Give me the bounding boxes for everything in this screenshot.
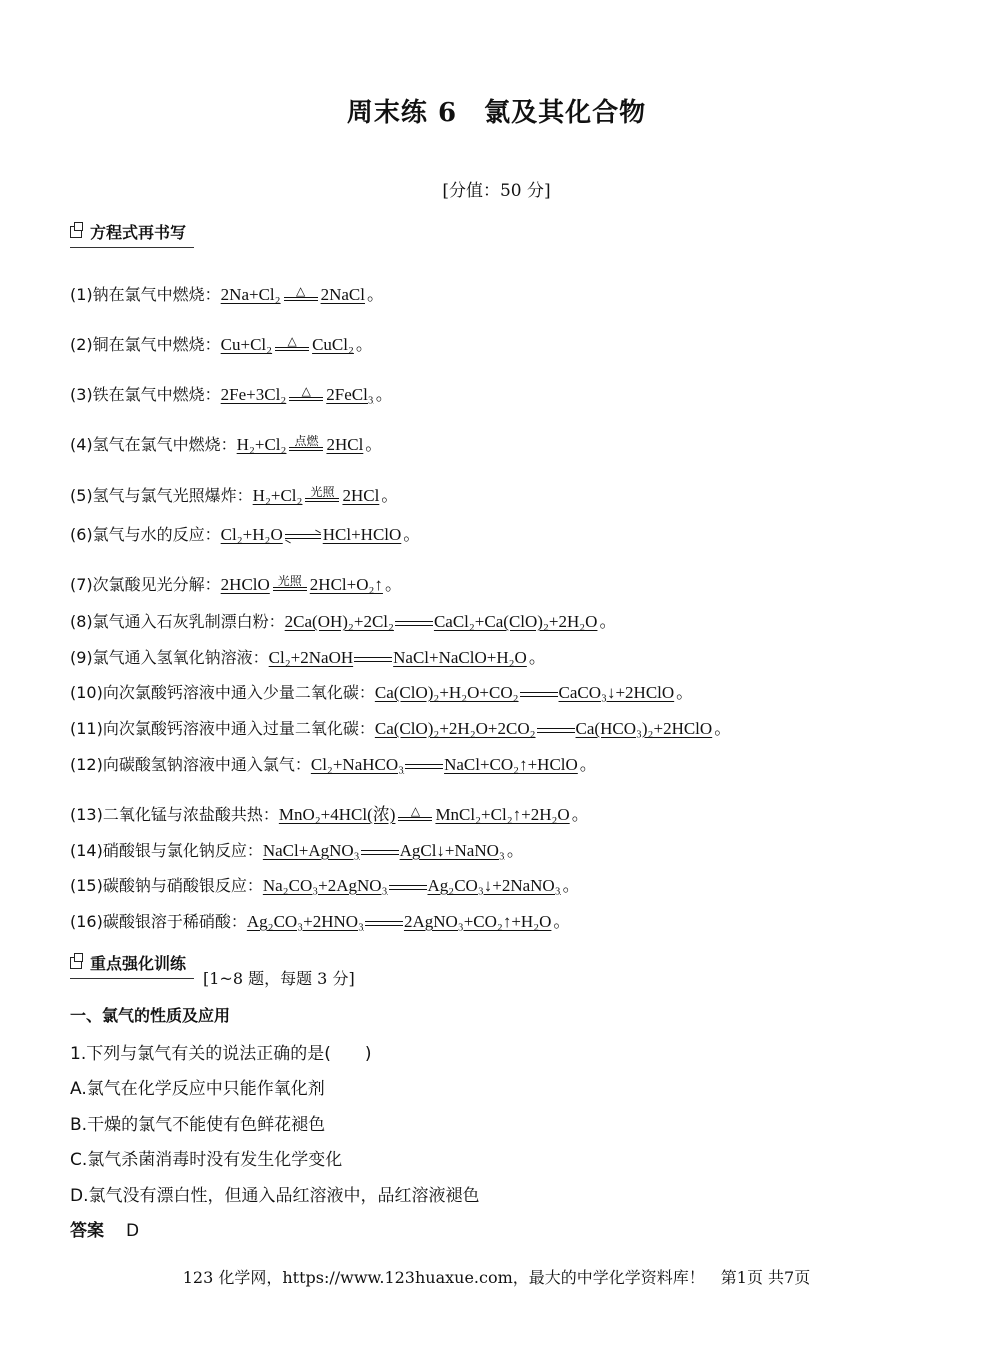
option-d: D.氯气没有漂白性，但通入品红溶液中，品红溶液褪色 — [70, 1186, 480, 1206]
equals-sign — [284, 297, 318, 301]
equation-label: (7)次氯酸见光分解： — [70, 575, 221, 594]
equation-products: CaCl₂+Ca(ClO)₂+2H₂O — [433, 612, 598, 631]
equals-sign — [405, 764, 443, 769]
equation-end-mark: 。 — [599, 612, 617, 632]
equation-reactants: Ca(ClO)₂+2H₂O+2CO₂ — [374, 719, 536, 738]
equals-sign — [537, 728, 575, 733]
equation-label: (2)铜在氯气中燃烧： — [70, 335, 221, 354]
equation-row — [70, 750, 597, 775]
equation-products: 2HCl — [326, 435, 364, 454]
reaction-condition — [289, 385, 323, 401]
equation-label: (15)碳酸钠与硝酸银反应： — [70, 876, 263, 895]
equation-row — [70, 520, 420, 545]
equation-row — [70, 714, 731, 739]
equation-reactants: Cu+Cl₂ — [220, 335, 273, 354]
equation-row — [70, 607, 616, 632]
equation-end-mark: 。 — [381, 486, 399, 506]
equation-row — [70, 430, 382, 455]
equation-row — [70, 280, 384, 305]
condition-text: △ — [301, 384, 311, 398]
equation-row — [70, 907, 570, 932]
answer-line — [70, 1216, 139, 1241]
condition-text: △ — [295, 284, 306, 298]
equation-row — [70, 643, 546, 668]
equation-products: Ag₂CO₃↓+2NaNO₃ — [427, 876, 561, 895]
equation-label: (1)钠在氯气中燃烧： — [70, 285, 221, 304]
equals-sign — [398, 817, 432, 821]
condition-text: △ — [410, 804, 421, 818]
section-underline — [70, 247, 194, 248]
option-b: B.干燥的氯气不能使有色鲜花褪色 — [70, 1115, 326, 1135]
reaction-condition — [275, 335, 309, 351]
section-icon — [70, 226, 82, 238]
equation-label: (9)氯气通入氢氧化钠溶液： — [70, 648, 269, 667]
equation-products: 2HCl — [342, 486, 380, 505]
section-heading-text: 方程式再书写 — [90, 223, 187, 242]
equation-label: (6)氯气与水的反应： — [70, 525, 221, 544]
equation-row — [70, 570, 402, 595]
section-heading-training — [70, 951, 186, 974]
equation-reactants: Na₂CO₃+2AgNO₃ — [262, 876, 388, 895]
reaction-condition — [398, 805, 432, 821]
equation-end-mark: 。 — [366, 285, 384, 305]
equation-products: MnCl₂+Cl₂↑+2H₂O — [435, 805, 570, 824]
equation-products: 2AgNO₃+CO₂↑+H₂O — [403, 912, 552, 931]
equation-end-mark: 。 — [571, 805, 589, 825]
equation-end-mark: 。 — [365, 435, 383, 455]
equation-label: (12)向碳酸氢钠溶液中通入氯气： — [70, 755, 311, 774]
reaction-condition — [284, 285, 318, 301]
section-heading-equations — [70, 220, 186, 243]
section-heading-text: 重点强化训练 — [90, 954, 187, 973]
equation-products: NaCl+CO₂↑+HClO — [444, 755, 578, 774]
equation-products: NaCl+NaClO+H₂O — [393, 648, 527, 667]
score-value: [分值：50 分] — [442, 181, 551, 201]
equation-end-mark: 。 — [714, 719, 732, 739]
equation-end-mark: 。 — [528, 648, 546, 668]
equation-row — [70, 836, 524, 861]
equals-sign — [520, 692, 558, 697]
condition-text: 点燃 — [294, 434, 319, 448]
equation-reactants: 2Ca(OH)₂+2Cl₂ — [284, 612, 394, 631]
equation-products: 2HCl+O₂↑ — [309, 575, 383, 594]
equation-end-mark: 。 — [562, 876, 580, 896]
equals-sign — [289, 397, 323, 401]
equation-reactants: 2HClO — [220, 575, 270, 594]
equation-label: (16)碳酸银溶于稀硝酸： — [70, 912, 247, 931]
equation-products: Ca(HCO₃)₂+2HClO — [575, 719, 713, 738]
equals-sign — [275, 347, 309, 351]
equation-end-mark: 。 — [355, 335, 373, 355]
equation-end-mark: 。 — [506, 841, 524, 861]
equation-reactants: 2Na+Cl₂ — [220, 285, 281, 304]
equation-reactants: H₂+Cl₂ — [252, 486, 303, 505]
equation-products: HCl+HClO — [322, 525, 402, 544]
condition-text: 光照 — [310, 485, 335, 499]
subheading: 一、氯气的性质及应用 — [70, 1006, 231, 1025]
page-title: 周末练 6 氯及其化合物 — [346, 98, 647, 128]
equation-reactants: 2Fe+3Cl₂ — [220, 385, 287, 404]
equals-sign — [354, 657, 392, 662]
equation-products: CuCl₂ — [312, 335, 354, 354]
equation-end-mark: 。 — [553, 912, 571, 932]
equation-row — [70, 330, 373, 355]
equation-reactants: Cl₂+H₂O — [220, 525, 283, 544]
equation-reactants: Cl₂+NaHCO₃ — [310, 755, 405, 774]
equation-products: 2NaCl — [320, 285, 365, 304]
equation-reactants: H₂+Cl₂ — [236, 435, 287, 454]
equation-reactants: NaCl+AgNO₃ — [262, 841, 360, 860]
equals-sign — [289, 447, 323, 451]
equation-products: AgCl↓+NaNO₃ — [399, 841, 505, 860]
answer-value: D — [126, 1221, 140, 1241]
equation-label: (10)向次氯酸钙溶液中通入少量二氧化碳： — [70, 683, 375, 702]
equals-sign — [305, 498, 339, 502]
equals-sign — [395, 621, 433, 626]
equation-label: (11)向次氯酸钙溶液中通入过量二氧化碳： — [70, 719, 375, 738]
reaction-condition — [305, 486, 339, 502]
equation-label: (8)氯气通入石灰乳制漂白粉： — [70, 612, 285, 631]
equation-end-mark: 。 — [375, 385, 393, 405]
condition-text: 光照 — [277, 574, 302, 588]
equation-row — [70, 380, 393, 405]
equals-sign — [361, 850, 399, 855]
equation-label: (5)氢气与氯气光照爆炸： — [70, 486, 253, 505]
equation-reactants: Cl₂+2NaOH — [268, 648, 354, 667]
equation-row — [70, 800, 589, 825]
equals-sign — [365, 921, 403, 926]
equation-products: 2FeCl₃ — [326, 385, 374, 404]
answer-label: 答案 — [70, 1221, 104, 1241]
equation-products: CaCO₃↓+2HClO — [558, 683, 675, 702]
question-stem: 1.下列与氯气有关的说法正确的是( ) — [70, 1044, 372, 1064]
condition-text: △ — [287, 334, 297, 348]
option-a: A.氯气在化学反应中只能作氧化剂 — [70, 1079, 325, 1099]
equation-end-mark: 。 — [579, 755, 597, 775]
section-underline — [70, 978, 194, 979]
equals-sign — [389, 885, 427, 890]
section-note: [1~8 题，每题 3 分] — [203, 969, 355, 988]
equation-end-mark: 。 — [384, 575, 402, 595]
equation-row — [70, 678, 693, 703]
equation-end-mark: 。 — [676, 683, 694, 703]
section-icon — [70, 957, 82, 969]
equation-row — [70, 871, 580, 896]
equation-label: (14)硝酸银与氯化钠反应： — [70, 841, 263, 860]
equation-label: (3)铁在氯气中燃烧： — [70, 385, 221, 404]
equation-reactants: Ag₂CO₃+2HNO₃ — [246, 912, 364, 931]
reversible-arrow-icon — [285, 533, 321, 541]
page-footer: 123 化学网，https://www.123huaxue.com，最大的中学化学资料库！ 第1页 共7页 — [182, 1268, 811, 1287]
equation-row — [70, 481, 398, 506]
equation-label: (13)二氧化锰与浓盐酸共热： — [70, 805, 279, 824]
reaction-condition — [273, 575, 307, 591]
equals-sign — [273, 587, 307, 591]
equation-label: (4)氢气在氯气中燃烧： — [70, 435, 237, 454]
equation-reactants: MnO₂+4HCl(浓) — [278, 805, 396, 824]
reaction-condition — [289, 435, 323, 451]
option-c: C.氯气杀菌消毒时没有发生化学变化 — [70, 1150, 343, 1170]
equation-reactants: Ca(ClO)₂+H₂O+CO₂ — [374, 683, 519, 702]
equation-end-mark: 。 — [403, 525, 421, 545]
